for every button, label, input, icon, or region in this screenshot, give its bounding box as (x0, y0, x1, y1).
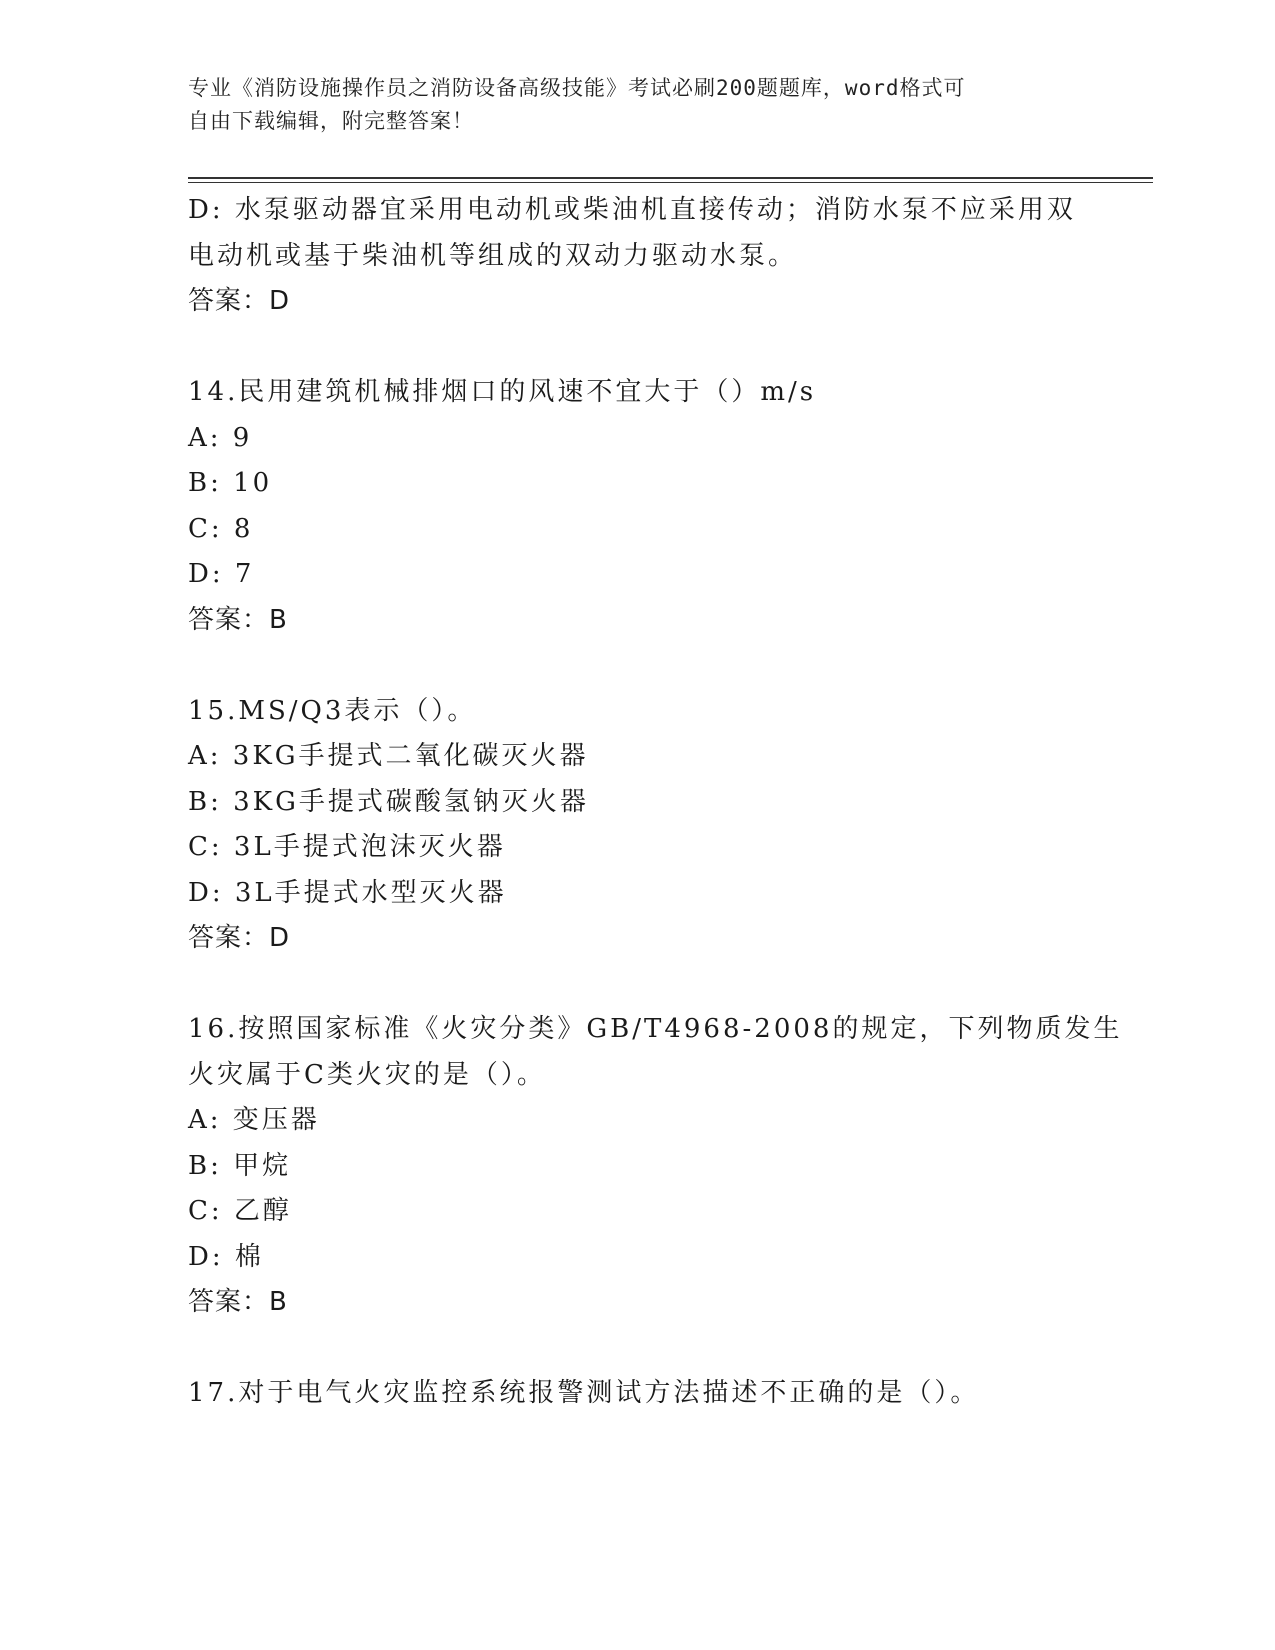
question-stem: 14.民用建筑机械排烟口的风速不宜大于（）m/s (188, 377, 817, 407)
spacer (188, 325, 1088, 371)
answer-label: 答案：B (188, 1287, 288, 1317)
option-c: C: 3L手提式泡沫灭火器 (188, 832, 506, 862)
question-16 (188, 1007, 1123, 1326)
option-c: C: 8 (188, 513, 254, 544)
option-a: A: 9 (188, 422, 253, 453)
question-17 (188, 1371, 1088, 1417)
option-b: B: 3KG手提式碳酸氢钠灭火器 (188, 786, 589, 817)
answer-label: 答案：B (188, 604, 288, 635)
spacer (188, 1326, 1088, 1372)
question-14 (188, 370, 1088, 643)
option-a: A: 变压器 (188, 1105, 320, 1135)
question-stem: 17.对于电气火灾监控系统报警测试方法描述不正确的是（）。 (188, 1378, 980, 1408)
header-divider-thin (188, 182, 1153, 183)
answer-label: 答案：D (188, 286, 291, 316)
page-header (188, 72, 1068, 138)
spacer (188, 643, 1088, 689)
header-title-line-1: 专业《消防设施操作员之消防设备高级技能》考试必刷200题题库，word格式可 (188, 76, 966, 100)
option-d-line-2: 电动机或基于柴油机等组成的双动力驱动水泵。 (188, 240, 798, 271)
question-stem: 15.MS/Q3表示（）。 (188, 695, 477, 726)
question-content (188, 188, 1123, 1417)
option-c: C: 乙醇 (188, 1196, 292, 1226)
question-stem-line-2: 火灾属于C类火灾的是（）。 (188, 1059, 546, 1090)
option-d-line-1: D: 水泵驱动器宜采用电动机或柴油机直接传动；消防水泵不应采用双 (188, 195, 1076, 225)
option-a: A: 3KG手提式二氧化碳灭火器 (188, 741, 589, 771)
option-d: D: 7 (188, 559, 255, 589)
option-b: B: 甲烷 (188, 1150, 292, 1181)
answer-label: 答案：D (188, 923, 291, 953)
carryover-block (188, 188, 1088, 325)
header-divider (188, 177, 1153, 179)
question-stem-line-1: 16.按照国家标准《火灾分类》GB/T4968-2008的规定，下列物质发生 (188, 1014, 1123, 1044)
option-d: D: 棉 (188, 1241, 264, 1272)
spacer (188, 962, 1088, 1008)
question-15 (188, 689, 1088, 962)
option-d: D: 3L手提式水型灭火器 (188, 877, 507, 908)
header-title-line-2: 自由下载编辑，附完整答案！ (188, 109, 474, 133)
option-b: B: 10 (188, 468, 273, 498)
